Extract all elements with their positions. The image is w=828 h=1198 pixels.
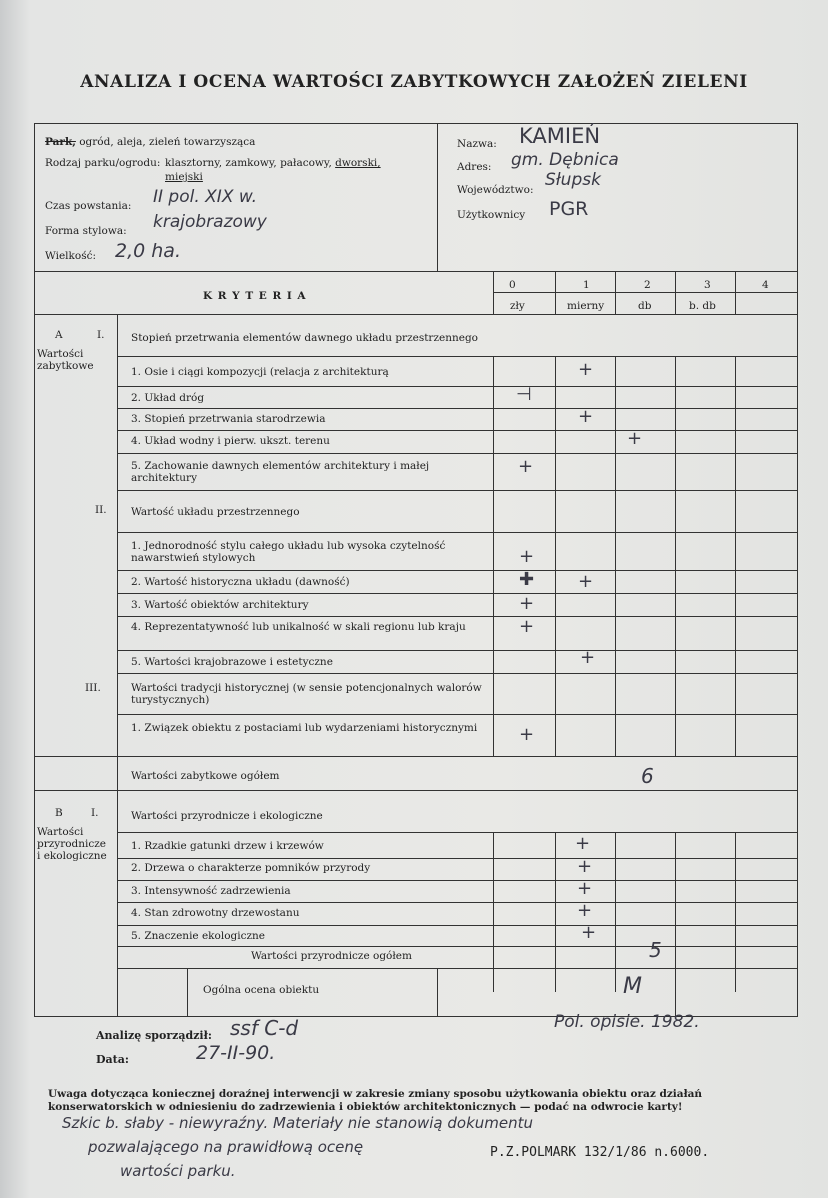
section-a-label: Wartości zabytkowe: [37, 348, 94, 372]
divider: [675, 271, 676, 314]
total-b-label: Wartości przyrodnicze ogółem: [251, 950, 412, 962]
handwritten-remark-line1: Szkic b. słaby - niewyraźny. Materiały nie stanowią dokumentu: [62, 1114, 534, 1132]
divider: [675, 968, 676, 1016]
divider: [117, 570, 797, 571]
divider: [615, 356, 616, 756]
score-0: 0: [509, 279, 516, 291]
criterion-a2-1: 1. Jednorodność stylu całego układu lub wysoka czytelność nawarstwień stylowych: [131, 540, 446, 564]
divider: [555, 271, 556, 314]
assessment-form: [34, 123, 798, 1017]
check-mark: ⊣: [516, 384, 532, 405]
check-mark: +: [580, 647, 596, 668]
score-label-3: b. db: [689, 300, 716, 312]
divider: [735, 356, 736, 756]
wojewodztwo-label: Województwo:: [457, 184, 534, 196]
total-a-label: Wartości zabytkowe ogółem: [131, 770, 280, 782]
divider: [117, 532, 797, 533]
divider: [117, 968, 797, 969]
analiza-label: Analizę sporządził:: [96, 1029, 212, 1042]
section-a-letter: A: [55, 329, 63, 341]
divider: [117, 650, 797, 651]
divider: [117, 946, 797, 947]
divider: [493, 356, 494, 756]
divider: [493, 271, 494, 314]
check-mark: +: [519, 616, 535, 637]
check-mark: +: [577, 878, 593, 899]
divider: [117, 925, 797, 926]
section-b-label: Wartości przyrodnicze i ekologiczne: [37, 826, 107, 862]
criterion-a2-5: 5. Wartości krajobrazowe i estetyczne: [131, 656, 333, 668]
divider: [493, 292, 797, 293]
criterion-a1-2: 2. Układ dróg: [131, 392, 205, 404]
analiza-signature: ssf C-d: [230, 1016, 299, 1040]
group-a1-title: Stopień przetrwania elementów dawnego układu przestrzennego: [131, 332, 478, 344]
divider: [117, 616, 797, 617]
divider: [117, 673, 797, 674]
divider: [187, 968, 188, 1016]
group-a2-roman: II.: [95, 504, 107, 516]
section-a-roman: I.: [97, 329, 105, 341]
divider: [117, 356, 797, 357]
check-mark: +: [578, 359, 594, 380]
forma-value: krajobrazowy: [153, 212, 267, 232]
divider: [735, 271, 736, 314]
divider: [35, 271, 797, 272]
check-mark: +: [519, 593, 535, 614]
group-a2-title: Wartość układu przestrzennego: [131, 506, 300, 518]
divider: [555, 356, 556, 756]
rodzaj-miejski: miejski: [165, 171, 203, 183]
total-b-value: 5: [649, 938, 662, 962]
criteria-title: K R Y T E R I A: [203, 290, 307, 302]
section-b-letter: B: [55, 807, 63, 819]
wielkosc-value: 2,0 ha.: [115, 240, 181, 262]
criterion-a1-3: 3. Stopień przetrwania starodrzewia: [131, 413, 326, 425]
score-2: 2: [644, 279, 651, 291]
group-a3-roman: III.: [85, 682, 101, 694]
check-mark: +: [577, 856, 593, 877]
page-title: ANALIZA I OCENA WARTOŚCI ZABYTKOWYCH ZAŁOŻEŃ ZIELENI: [80, 72, 748, 92]
criterion-a1-1: 1. Osie i ciągi kompozycji (relacja z architekturą: [131, 366, 389, 378]
adres-label: Adres:: [457, 161, 492, 173]
rodzaj-values: klasztorny, zamkowy, pałacowy, dworski,: [165, 157, 381, 169]
handwritten-remark-line2: pozwalającego na prawidłową ocenę: [88, 1138, 364, 1156]
total-a-value: 6: [641, 764, 654, 788]
score-1: 1: [583, 279, 590, 291]
criterion-b-5: 5. Znaczenie ekologiczne: [131, 930, 266, 942]
criterion-b-3: 3. Intensywność zadrzewienia: [131, 885, 291, 897]
divider: [117, 880, 797, 881]
criterion-a1-5: 5. Zachowanie dawnych elementów architektury i małej architektury: [131, 460, 430, 484]
divider: [117, 314, 118, 1016]
forma-label: Forma stylowa:: [45, 225, 127, 237]
check-mark: +: [519, 546, 535, 567]
divider: [117, 430, 797, 431]
criterion-b-1: 1. Rzadkie gatunki drzew i krzewów: [131, 840, 324, 852]
wielkosc-label: Wielkość:: [45, 250, 97, 262]
park-type-line: Park, ogród, aleja, zieleń towarzysząca: [45, 136, 256, 148]
overall-label: Ogólna ocena obiektu: [203, 984, 320, 996]
criterion-a1-4: 4. Układ wodny i pierw. ukszt. terenu: [131, 435, 330, 447]
divider: [117, 902, 797, 903]
divider: [117, 408, 797, 409]
adres-value: gm. Dębnica: [511, 150, 619, 170]
check-mark: +: [577, 900, 593, 921]
check-mark: +: [575, 833, 591, 854]
divider: [615, 271, 616, 314]
check-mark: +: [519, 724, 535, 745]
czas-value: II pol. XIX w.: [153, 187, 258, 207]
divider: [437, 124, 438, 271]
check-mark: +: [627, 428, 643, 449]
uzytkownicy-label: Użytkownicy: [457, 209, 526, 221]
divider: [35, 756, 797, 757]
check-mark: +: [581, 922, 597, 943]
check-mark: +: [578, 571, 594, 592]
rodzaj-label: Rodzaj parku/ogrodu:: [45, 157, 161, 169]
score-label-2: db: [638, 300, 652, 312]
check-mark: +: [578, 406, 594, 427]
check-mark: +: [518, 456, 534, 477]
print-code: P.Z.POLMARK 132/1/86 n.6000.: [490, 1145, 710, 1160]
data-label: Data:: [96, 1053, 129, 1066]
criterion-a2-4: 4. Reprezentatywność lub unikalność w skali regionu lub kraju: [131, 621, 466, 633]
section-b-roman: I.: [91, 807, 99, 819]
criterion-a2-3: 3. Wartość obiektów architektury: [131, 599, 309, 611]
criterion-a2-2: 2. Wartość historyczna układu (dawność): [131, 576, 350, 588]
criterion-b-2: 2. Drzewa o charakterze pomników przyrody: [131, 862, 371, 874]
group-b1-title: Wartości przyrodnicze i ekologiczne: [131, 810, 323, 822]
divider: [35, 314, 797, 315]
divider: [35, 790, 797, 791]
handwritten-remark-line3: wartości parku.: [120, 1162, 236, 1180]
group-a3-title: Wartości tradycji historycznej (w sensie potencjonalnych walorów turystycznych): [131, 682, 482, 706]
uwaga-note: Uwaga dotycząca koniecznej doraźnej interwencji w zakresie zmiany sposobu użytkowania obiektu oraz działań konserwatorskich w odniesieniu do zadrzewienia i obiektów architektonicznych — podać na odwrocie karty!: [48, 1088, 703, 1113]
score-label-0: zły: [510, 300, 525, 312]
divider: [437, 968, 438, 1016]
score-4: 4: [762, 279, 769, 291]
divider: [675, 356, 676, 756]
divider: [117, 714, 797, 715]
czas-label: Czas powstania:: [45, 200, 132, 212]
score-label-1: mierny: [567, 300, 605, 312]
divider: [117, 453, 797, 454]
nazwa-value: KAMIEŃ: [519, 124, 601, 148]
check-mark: ✚: [519, 569, 535, 590]
divider: [117, 386, 797, 387]
criterion-a3-1: 1. Związek obiektu z postaciami lub wydarzeniami historycznymi: [131, 722, 478, 734]
divider: [117, 593, 797, 594]
score-3: 3: [704, 279, 711, 291]
divider: [117, 490, 797, 491]
overall-value: M: [623, 974, 642, 999]
criterion-b-4: 4. Stan zdrowotny drzewostanu: [131, 907, 300, 919]
wojewodztwo-value: Słupsk: [545, 170, 601, 190]
uzytkownicy-value: PGR: [549, 198, 589, 220]
handwritten-note: Pol. opisie. 1982.: [554, 1012, 700, 1032]
divider: [117, 858, 797, 859]
nazwa-label: Nazwa:: [457, 138, 497, 150]
data-value: 27-II-90.: [196, 1042, 276, 1064]
divider: [117, 832, 797, 833]
